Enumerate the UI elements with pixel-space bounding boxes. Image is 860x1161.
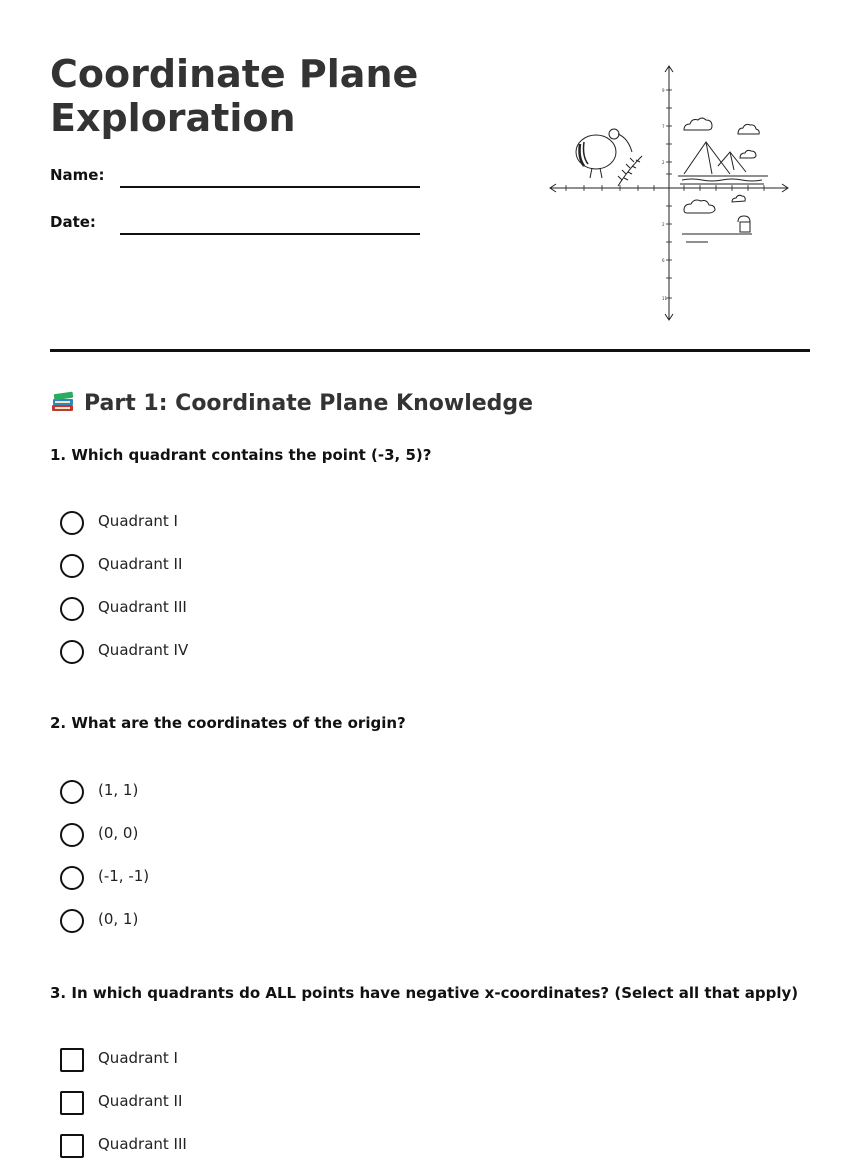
svg-text:6: 6 [662, 258, 665, 263]
option-label: Quadrant III [98, 598, 187, 616]
option-label: Quadrant I [98, 512, 178, 530]
bird-icon [576, 129, 632, 178]
page-title [50, 52, 490, 140]
question-1-text: 1. Which quadrant contains the point (-3, 5)? [50, 446, 432, 464]
radio-button[interactable] [60, 597, 84, 621]
svg-text:2: 2 [662, 160, 665, 165]
name-label: Name: [50, 166, 105, 184]
radio-button[interactable] [60, 511, 84, 535]
date-field [50, 213, 430, 243]
option-label: (1, 1) [98, 781, 139, 799]
q1-option-4[interactable] [60, 639, 360, 665]
option-label: Quadrant II [98, 555, 183, 573]
radio-button[interactable] [60, 866, 84, 890]
q2-option-4[interactable] [60, 908, 360, 934]
option-label: (0, 1) [98, 910, 139, 928]
title-line-2: Exploration [50, 96, 296, 140]
option-label: Quadrant I [98, 1049, 178, 1067]
date-input-line[interactable] [120, 233, 420, 235]
radio-button[interactable] [60, 780, 84, 804]
option-label: Quadrant III [98, 1135, 187, 1153]
q3-option-2[interactable] [60, 1090, 360, 1116]
question-2-text: 2. What are the coordinates of the origin? [50, 714, 406, 732]
q1-option-1[interactable] [60, 510, 360, 536]
question-3-text: 3. In which quadrants do ALL points have negative x-coordinates? (Select all that apply) [50, 984, 799, 1002]
coordinate-plane-drawing-icon [548, 62, 793, 324]
option-label: (-1, -1) [98, 867, 150, 885]
q2-option-3[interactable] [60, 865, 360, 891]
name-input-line[interactable] [120, 186, 420, 188]
radio-button[interactable] [60, 554, 84, 578]
q2-option-1[interactable] [60, 779, 360, 805]
q1-option-2[interactable] [60, 553, 360, 579]
q1-option-3[interactable] [60, 596, 360, 622]
checkbox[interactable] [60, 1091, 84, 1115]
option-label: Quadrant IV [98, 641, 189, 659]
books-emoji [50, 388, 76, 414]
radio-button[interactable] [60, 909, 84, 933]
date-label: Date: [50, 213, 96, 231]
part1-heading [50, 388, 533, 416]
option-label: Quadrant II [98, 1092, 183, 1110]
q2-option-2[interactable] [60, 822, 360, 848]
svg-text:9: 9 [662, 88, 665, 93]
svg-text:11: 11 [662, 296, 668, 301]
checkbox[interactable] [60, 1134, 84, 1158]
radio-button[interactable] [60, 823, 84, 847]
svg-text:7: 7 [662, 124, 665, 129]
leaf-icon [618, 156, 642, 186]
section-divider [50, 349, 810, 352]
svg-text:2: 2 [662, 222, 665, 227]
part1-heading-text: Part 1: Coordinate Plane Knowledge [84, 391, 534, 416]
pyramid-icon [678, 142, 768, 184]
name-field [50, 166, 430, 196]
q3-option-3[interactable] [60, 1133, 360, 1159]
cloud-icon [684, 118, 759, 213]
option-label: (0, 0) [98, 824, 139, 842]
q3-option-1[interactable] [60, 1047, 360, 1073]
title-line-1: Coordinate Plane [50, 52, 419, 96]
radio-button[interactable] [60, 640, 84, 664]
checkbox[interactable] [60, 1048, 84, 1072]
